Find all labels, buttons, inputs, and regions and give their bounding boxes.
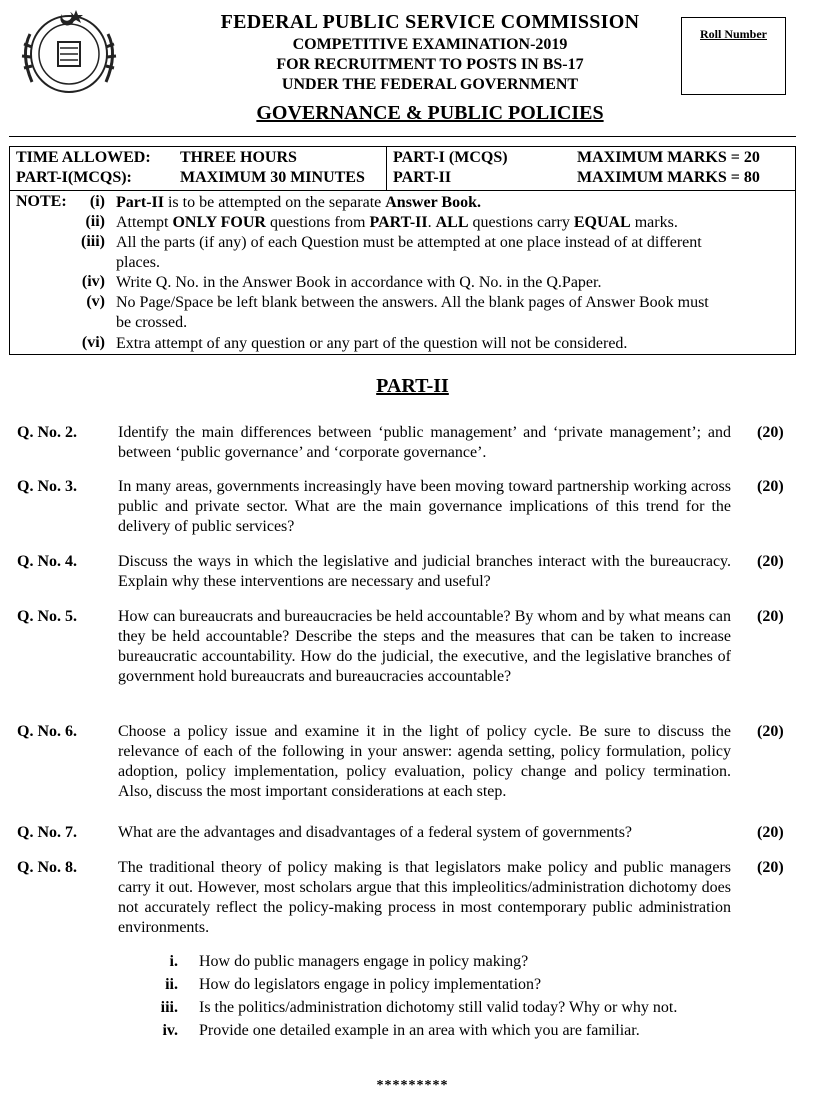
government-line: UNDER THE FEDERAL GOVERNMENT bbox=[281, 76, 579, 93]
fpsc-seal-icon bbox=[10, 4, 128, 104]
subquestion-text: Is the politics/administration dichotomy still valid today? Why or why not. bbox=[199, 999, 678, 1016]
part2-marks: MAXIMUM MARKS = 80 bbox=[577, 169, 760, 186]
question-marks: (20) bbox=[757, 824, 784, 841]
question-label: Q. No. 6. bbox=[17, 723, 77, 740]
note-item: No Page/Space be left blank between the answers. All the blank pages of Answer Book must bbox=[116, 294, 709, 311]
subquestion-number: ii. bbox=[165, 976, 178, 993]
note-number: (ii) bbox=[85, 213, 105, 230]
roll-number-label: Roll Number bbox=[700, 27, 767, 41]
part1-label: PART-I (MCQS) bbox=[393, 149, 508, 166]
question-label: Q. No. 2. bbox=[17, 424, 77, 441]
exam-info-box bbox=[9, 146, 796, 191]
question-label: Q. No. 8. bbox=[17, 859, 77, 876]
note-item: Extra attempt of any question or any part of the question will not be considered. bbox=[116, 335, 628, 352]
exam-title: COMPETITIVE EXAMINATION-2019 bbox=[292, 36, 568, 53]
note-item-cont: be crossed. bbox=[116, 314, 188, 331]
question-text: In many areas, governments increasingly have been moving toward partnership working across public and private sector. What are the main governance implications of this trend for the delivery of public services? bbox=[118, 478, 731, 535]
question-label: Q. No. 7. bbox=[17, 824, 77, 841]
notes-box bbox=[9, 191, 796, 355]
divider bbox=[9, 136, 796, 137]
note-number: (i) bbox=[89, 193, 105, 210]
note-number: (iv) bbox=[81, 273, 105, 290]
part1-time-value: MAXIMUM 30 MINUTES bbox=[180, 169, 365, 186]
part-title: PART-II bbox=[376, 375, 449, 397]
note-number: (vi) bbox=[81, 334, 105, 351]
question-marks: (20) bbox=[757, 424, 784, 441]
question-text: How can bureaucrats and bureaucracies be held accountable? By whom and by what means can they be held accountable? Describe the steps and the measures that can be taken to increase bureaucratic accountability. How do the judicial, the executive, and the legislative branches of government hold bureaucrats and bureaucracies accountable? bbox=[118, 608, 731, 685]
time-allowed-value: THREE HOURS bbox=[180, 149, 297, 166]
part1-marks: MAXIMUM MARKS = 20 bbox=[577, 149, 760, 166]
note-item: Write Q. No. in the Answer Book in accordance with Q. No. in the Q.Paper. bbox=[116, 274, 602, 291]
question-label: Q. No. 4. bbox=[17, 553, 77, 570]
question-marks: (20) bbox=[757, 553, 784, 570]
question-label: Q. No. 5. bbox=[17, 608, 77, 625]
note-item: Part-II is to be attempted on the separate Answer Book. bbox=[116, 194, 481, 211]
question-text: The traditional theory of policy making is that legislators make policy and public managers carry it out. However, most scholars argue that this impleolitics/administration dichotomy does not accurately reflect the policy-making process in most contemporary public administration environments. bbox=[118, 859, 731, 936]
roll-number-box[interactable] bbox=[681, 17, 786, 95]
recruitment-line: FOR RECRUITMENT TO POSTS IN BS-17 bbox=[276, 56, 584, 73]
time-allowed-label: TIME ALLOWED: bbox=[16, 149, 151, 166]
question-marks: (20) bbox=[757, 478, 784, 495]
end-of-paper-marker: ********* bbox=[376, 1078, 449, 1093]
question-text: Identify the main differences between ‘public management’ and ‘private management’; and between ‘public governance’ and ‘corporate governance’. bbox=[118, 424, 731, 461]
question-text: What are the advantages and disadvantages of a federal system of governments? bbox=[118, 824, 633, 841]
org-title: FEDERAL PUBLIC SERVICE COMMISSION bbox=[220, 11, 640, 33]
question-marks: (20) bbox=[757, 859, 784, 876]
note-label: NOTE: bbox=[16, 193, 67, 210]
question-text: Discuss the ways in which the legislative and judicial branches interact with the bureaucracy. Explain why these interventions are necessary and useful? bbox=[118, 553, 731, 590]
note-item: Attempt ONLY FOUR questions from PART-II. ALL questions carry EQUAL marks. bbox=[116, 214, 678, 231]
note-item-cont: places. bbox=[116, 254, 160, 271]
note-number: (iii) bbox=[81, 233, 105, 250]
subquestion-text: Provide one detailed example in an area with which you are familiar. bbox=[199, 1022, 640, 1039]
subquestion-number: iv. bbox=[162, 1022, 178, 1039]
note-number: (v) bbox=[86, 293, 105, 310]
subquestion-text: How do legislators engage in policy implementation? bbox=[199, 976, 542, 993]
subquestion-number: iii. bbox=[160, 999, 178, 1016]
part1-time-label: PART-I(MCQS): bbox=[16, 169, 132, 186]
subquestion-number: i. bbox=[169, 953, 178, 970]
note-item: All the parts (if any) of each Question must be attempted at one place instead of at different bbox=[116, 234, 702, 251]
question-marks: (20) bbox=[757, 608, 784, 625]
subject-title: GOVERNANCE & PUBLIC POLICIES bbox=[256, 102, 604, 124]
question-marks: (20) bbox=[757, 723, 784, 740]
question-label: Q. No. 3. bbox=[17, 478, 77, 495]
part2-label: PART-II bbox=[393, 169, 452, 186]
subquestion-text: How do public managers engage in policy making? bbox=[199, 953, 529, 970]
question-text: Choose a policy issue and examine it in the light of policy cycle. Be sure to discuss the relevance of each of the following in your answer: agenda setting, policy formulation, policy adoption, policy implementation, policy evaluation, policy change and policy termination. Also, discuss the most important considerations at each step. bbox=[118, 723, 731, 800]
